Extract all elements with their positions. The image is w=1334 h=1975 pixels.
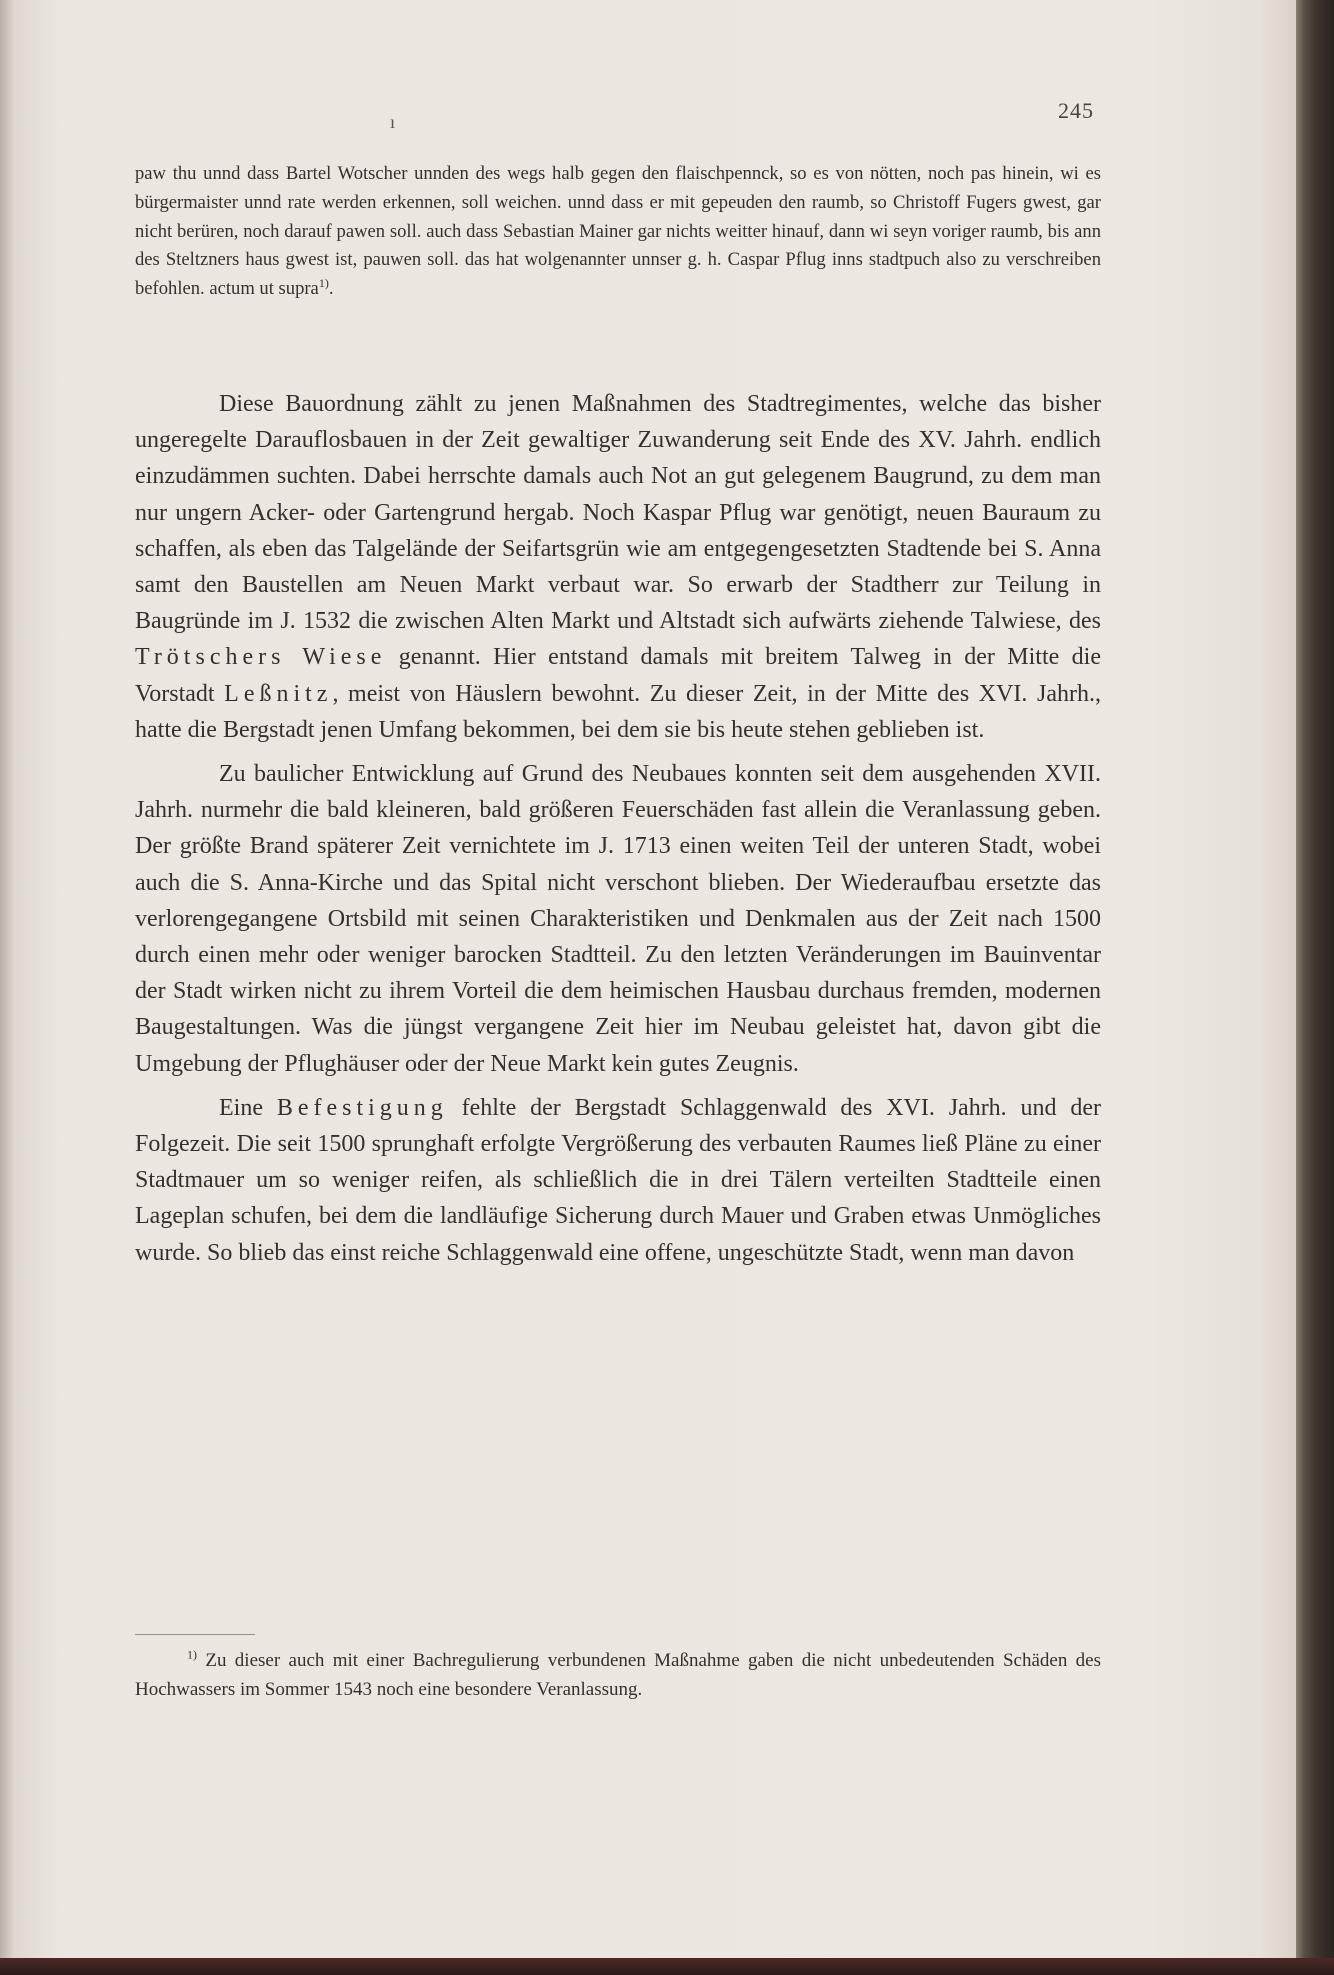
quoted-document (135, 160, 1101, 304)
quote-paragraph: paw thu unnd dass Bartel Wotscher unnden des wegs halb gegen den flaischpennck, so es von nötten, noch pas hinein, wi es bürgermaister unnd rate werden erkennen, soll weichen. unnd dass er mit gepeuden den raumb, so Christoff Fugers gwest, gar nicht berüren, noch darauf pawen soll. auch dass Sebastian Mainer gar nichts weitter hinauf, dann wi seyn voriger raumb, bis ann des Steltzners haus gwest ist, pauwen soll. das hat wolgenannter unnser g. h. Caspar Pflug inns stadtpuch also zu verschreiben befohlen. actum ut supra$^{1)}$. (135, 163, 1101, 300)
paragraph-1: Diese Bauordnung zählt zu jenen Maßnahmen des Stadtregimentes, welche das bisher ungeregelte Darauflosbauen in der Zeit gewaltiger Zuwanderung seit Ende des XV. Jahrh. endlich einzudämmen suchten. Dabei herrschte damals auch Not an gut gelegenem Baugrund, zu dem man nur ungern Acker- oder Gartengrund hergab. Noch Kaspar Pflug war genötigt, neuen Bauraum zu schaffen, als eben das Talgelände der Seifartsgrün wie am entgegengesetzten Stadtende bei S. Anna samt den Baustellen am Neuen Markt verbaut war. So erwarb der Stadtherr zur Teilung in Baugründe im J. 1532 die zwischen Alten Markt und Altstadt sich aufwärts ziehende Talwiese, des Trötschers Wiese genannt. Hier entstand damals mit breitem Talweg in der Mitte die Vorstadt Leßnitz, meist von Häuslern bewohnt. Zu dieser Zeit, in der Mitte des XVI. Jahrh., hatte die Bergstadt jenen Umfang bekommen, bei dem sie bis heute stehen geblieben ist. (135, 391, 1101, 743)
footnote-marker: 1) (187, 1647, 197, 1662)
footnote: $^{1)}$ Zu dieser auch mit einer Bachregulierung verbundenen Maßnahme gaben die nicht unbedeutenden Schäden des Hochwassers im Sommer 1543 noch eine besondere Veranlassung. (135, 1647, 1101, 1700)
spaced-emphasis: Trötschers Wiese (135, 644, 387, 671)
spaced-emphasis: Befestigung (276, 1094, 448, 1121)
footnote-divider (135, 1634, 255, 1635)
main-text (135, 386, 1101, 1279)
paragraph-3: Eine Befestigung fehlte der Bergstadt Schlaggenwald des XVI. Jahrh. und der Folgezeit. Die seit 1500 sprunghaft erfolgte Vergrößerung des verbauten Raumes ließ Pläne zu einer Stadtmauer um so weniger reifen, als schließlich die in drei Tälern verteilten Stadtteile einen Lageplan schufen, bei dem die landläufige Sicherung durch Mauer und Graben etwas Unmögliches wurde. So blieb das einst reiche Schlaggenwald eine offene, ungeschützte Stadt, wenn man davon (135, 1094, 1101, 1266)
page-bottom-edge (0, 1958, 1334, 1975)
footnote-reference: 1) (318, 276, 329, 290)
paragraph-2: Zu baulicher Entwicklung auf Grund des Neubaues konnten seit dem ausgehenden XVII. Jahrh. nurmehr die bald kleineren, bald größeren Feuerschäden fast allein die Veranlassung geben. Der größte Brand späterer Zeit vernichtete im J. 1713 einen weiten Teil der unteren Stadt, wobei auch die S. Anna-Kirche und das Spital nicht verschont blieben. Der Wiederaufbau ersetzte das verlorengegangene Ortsbild mit seinen Charakteristiken und Denkmalen aus der Zeit nach 1500 durch einen mehr oder weniger barocken Stadtteil. Zu den letzten Veränderungen im Bauinventar der Stadt wirken nicht zu ihrem Vorteil die dem heimischen Hausbau durchaus fremden, modernen Baugestaltungen. Was die jüngst vergangene Zeit hier im Neubau geleistet hat, davon gibt die Umgebung der Pflughäuser oder der Neue Markt kein gutes Zeugnis. (135, 761, 1101, 1077)
page-edge (1296, 0, 1334, 1958)
page-number: 245 (1058, 98, 1094, 123)
spaced-emphasis: Leßnitz (224, 680, 333, 707)
margin-mark: ı (390, 112, 396, 132)
